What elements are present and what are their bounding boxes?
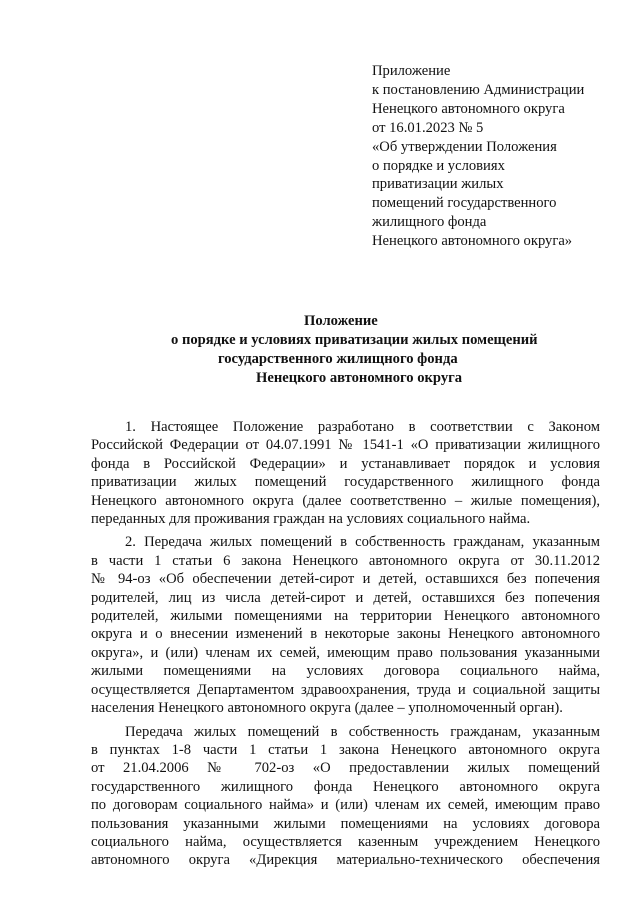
- paragraph-2: [91, 533, 600, 717]
- appendix-line: «Об утверждении Положения: [372, 138, 557, 155]
- appendix-line: к постановлению Администрации: [372, 81, 585, 98]
- text-line: государственного жилищного фонда Ненецкого автономного округа: [91, 778, 600, 795]
- title-line: Ненецкого автономного округа: [256, 370, 463, 386]
- appendix-line: Ненецкого автономного округа»: [372, 233, 573, 250]
- document-title: [0, 312, 640, 388]
- text-line: пользования указанными жилыми помещениями на условиях договора: [91, 815, 600, 832]
- text-line: населения Ненецкого автономного округа (далее – уполномоченный орган).: [91, 700, 563, 717]
- text-line: округа и о внесении изменений в некоторые законы Ненецкого автономного: [91, 626, 600, 643]
- text-line: автономного округа «Дирекция материально-технического обеспечения: [91, 852, 600, 869]
- text-line: от 21.04.2006 № 702-оз «О предоставлении жилых помещений: [91, 760, 600, 777]
- appendix-line: Ненецкого автономного округа: [372, 100, 565, 117]
- text-line: родителей, жилыми помещениями на территории Ненецкого автономного: [91, 608, 600, 625]
- text-line: жилыми помещениями на условиях договора социального найма,: [91, 663, 600, 680]
- appendix-line: о порядке и условиях: [372, 157, 505, 174]
- text-line: переданных для проживания граждан на условиях социального найма.: [91, 511, 531, 528]
- title-line: о порядке и условиях приватизации жилых помещений: [171, 332, 538, 348]
- paragraph-1: [91, 418, 600, 528]
- text-line: 1. Настоящее Положение разработано в соответствии с Законом: [125, 419, 600, 435]
- text-line: округа», и (или) членам их семей, имеющим право пользования указанными: [91, 644, 600, 661]
- text-line: Ненецкого автономного округа (далее соответственно – жилые помещения),: [91, 492, 600, 509]
- paragraph-3: [91, 723, 600, 870]
- text-line: Передача жилых помещений в собственность гражданам, указанным: [125, 723, 600, 740]
- document-body: [91, 418, 600, 875]
- text-line: социального найма, осуществляется казенным учреждением Ненецкого: [91, 833, 600, 850]
- text-line: осуществляется Департаментом здравоохранения, труда и социальной защиты: [91, 681, 600, 698]
- title-line: Положение: [304, 313, 378, 329]
- text-line: по договорам социального найма» и (или) членам их семей, имеющим право: [91, 797, 600, 814]
- text-line: фонда в Российской Федерации» и устанавливает порядок и условия: [91, 455, 600, 472]
- text-line: родителей, лиц из числа детей-сирот и детей, оставшихся без попечения: [91, 589, 600, 606]
- appendix-line: жилищного фонда: [372, 214, 487, 231]
- text-line: № 94-оз «Об обеспечении детей-сирот и детей, оставшихся без попечения: [91, 571, 600, 588]
- text-line: в пунктах 1-8 части 1 статьи 1 закона Ненецкого автономного округа: [91, 741, 600, 758]
- text-line: 2. Передача жилых помещений в собственность гражданам, указанным: [125, 534, 600, 551]
- text-line: приватизации жилых помещений государственного жилищного фонда: [91, 474, 600, 491]
- text-line: Российской Федерации от 04.07.1991 № 1541-1 «О приватизации жилищного: [91, 437, 600, 454]
- appendix-line: от 16.01.2023 № 5: [372, 119, 484, 136]
- appendix-header: [372, 62, 634, 251]
- text-line: в части 1 статьи 6 закона Ненецкого автономного округа от 30.11.2012: [91, 552, 600, 569]
- title-line: государственного жилищного фонда: [218, 351, 458, 367]
- appendix-line: Приложение: [372, 63, 451, 79]
- appendix-line: приватизации жилых: [372, 176, 504, 193]
- appendix-line: помещений государственного: [372, 195, 557, 212]
